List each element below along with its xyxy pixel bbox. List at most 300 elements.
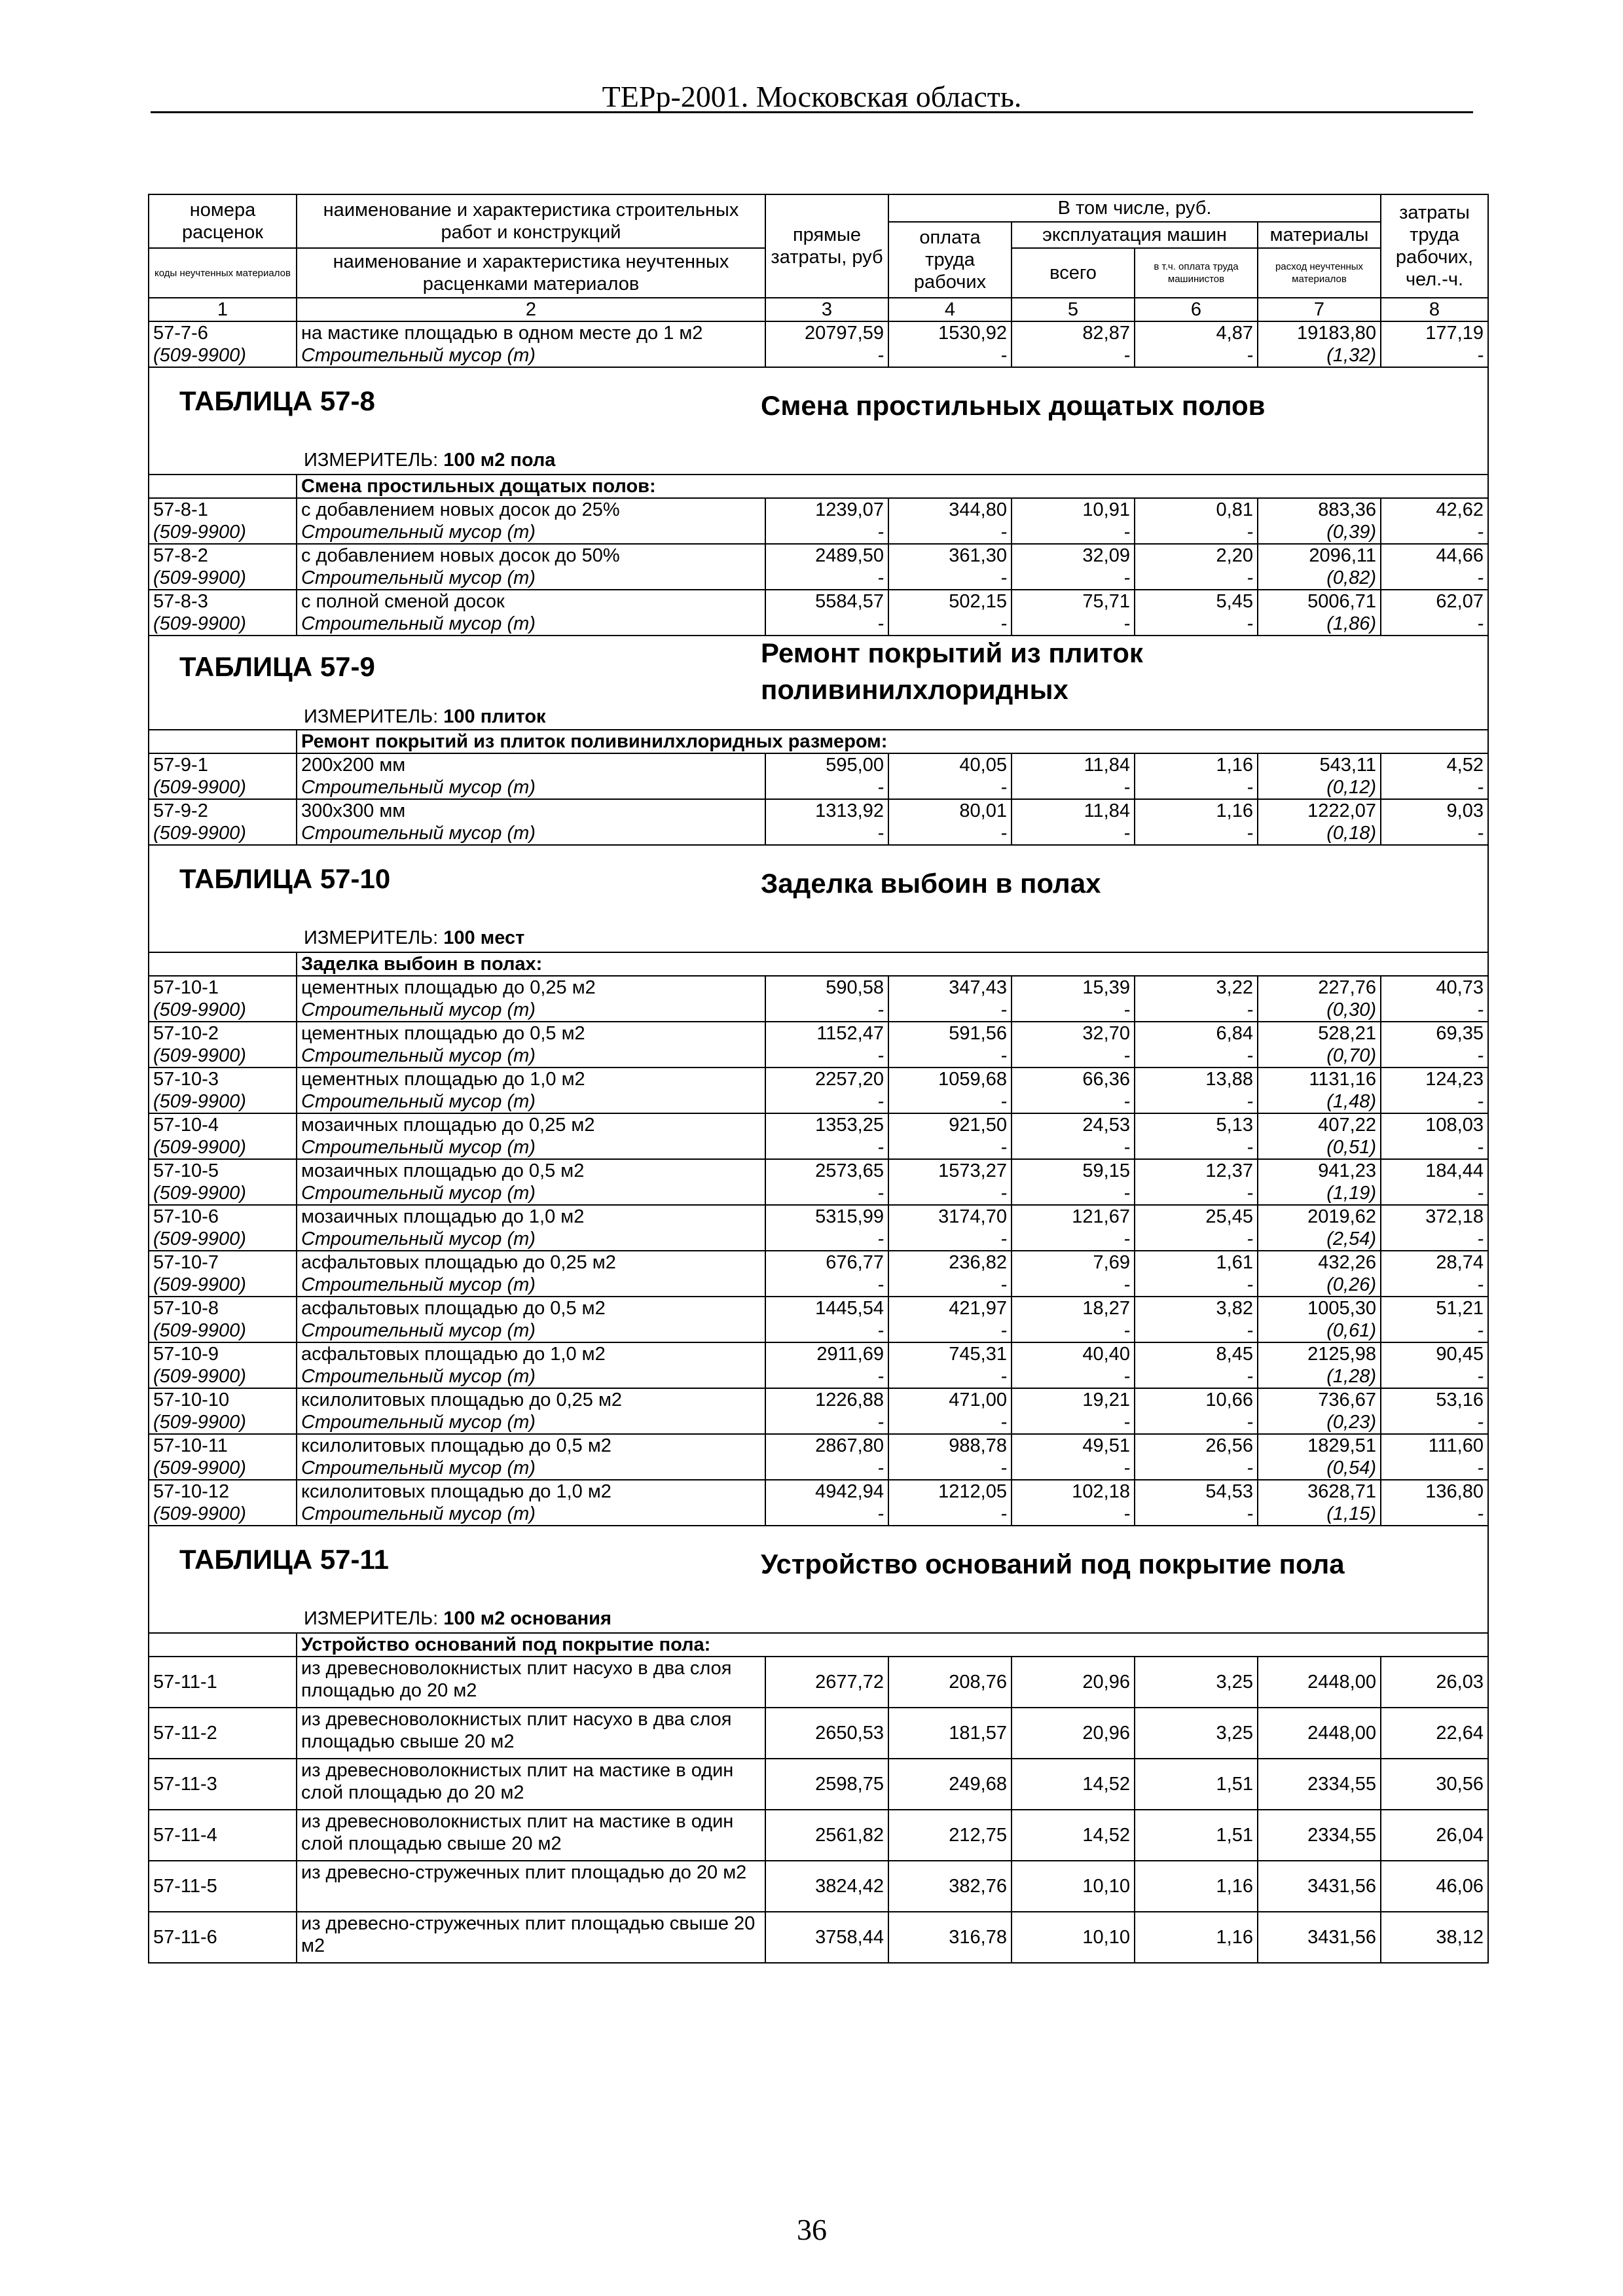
wages: 181,57	[888, 1708, 1012, 1759]
materials: 736,67	[1258, 1388, 1381, 1411]
machines-total: 59,15	[1012, 1159, 1135, 1182]
col-index: 8	[1381, 298, 1488, 321]
rate-row	[149, 590, 1488, 613]
wages: -	[888, 1136, 1012, 1159]
direct-cost: 2257,20	[765, 1067, 888, 1090]
col-machines-total-header: всего	[1012, 248, 1135, 298]
rate-name: Строительный мусор (т)	[297, 344, 765, 367]
direct-cost: -	[765, 1182, 888, 1205]
col-index: 6	[1135, 298, 1258, 321]
machines-total: 82,87	[1012, 321, 1135, 344]
material-row	[149, 1274, 1488, 1297]
rate-code: (509-9900)	[149, 613, 297, 636]
machines-wages: -	[1135, 1228, 1258, 1251]
col-code-sub-header: коды неучтенных материалов	[149, 248, 297, 298]
materials: (0,30)	[1258, 999, 1381, 1022]
labor: 184,44	[1381, 1159, 1488, 1182]
wages: -	[888, 1045, 1012, 1067]
machines-wages: -	[1135, 999, 1258, 1022]
direct-cost: 20797,59	[765, 321, 888, 344]
labor: -	[1381, 1365, 1488, 1388]
machines-total: -	[1012, 613, 1135, 636]
labor: -	[1381, 776, 1488, 799]
measure-value: 100 м2 основания	[443, 1608, 611, 1629]
materials: (1,32)	[1258, 344, 1381, 367]
table-caption-row	[149, 1526, 1488, 1633]
rate-name: Строительный мусор (т)	[297, 776, 765, 799]
machines-wages: -	[1135, 1365, 1258, 1388]
machines-wages: -	[1135, 1182, 1258, 1205]
machines-total: -	[1012, 567, 1135, 590]
direct-cost: 590,58	[765, 976, 888, 999]
machines-total: 11,84	[1012, 753, 1135, 776]
wages: 361,30	[888, 544, 1012, 567]
materials: (2,54)	[1258, 1228, 1381, 1251]
materials: 2448,00	[1258, 1708, 1381, 1759]
materials: 2448,00	[1258, 1657, 1381, 1708]
rate-name: Строительный мусор (т)	[297, 567, 765, 590]
wages: -	[888, 1274, 1012, 1297]
table-name: Смена простильных дощатых полов	[761, 390, 1266, 421]
machines-total: 32,70	[1012, 1022, 1135, 1045]
labor: 30,56	[1381, 1759, 1488, 1810]
wages: 236,82	[888, 1251, 1012, 1274]
materials: 407,22	[1258, 1113, 1381, 1136]
wages: 3174,70	[888, 1205, 1012, 1228]
direct-cost: -	[765, 1503, 888, 1526]
machines-wages: 3,25	[1135, 1657, 1258, 1708]
rate-name: из древесно-стружечных плит площадью до 20 м2	[297, 1861, 765, 1912]
materials: (1,86)	[1258, 613, 1381, 636]
materials: 941,23	[1258, 1159, 1381, 1182]
machines-wages: 13,88	[1135, 1067, 1258, 1090]
labor: -	[1381, 1090, 1488, 1113]
materials: (1,48)	[1258, 1090, 1381, 1113]
materials: 3431,56	[1258, 1912, 1381, 1963]
wages: -	[888, 1090, 1012, 1113]
rate-code: (509-9900)	[149, 1411, 297, 1434]
wages: 591,56	[888, 1022, 1012, 1045]
materials: 1829,51	[1258, 1434, 1381, 1457]
labor: -	[1381, 1457, 1488, 1480]
rate-name: мозаичных площадью до 0,25 м2	[297, 1113, 765, 1136]
table-title: ТАБЛИЦА 57-10	[179, 863, 391, 894]
wages: 80,01	[888, 799, 1012, 822]
rate-name: ксилолитовых площадью до 1,0 м2	[297, 1480, 765, 1503]
labor: -	[1381, 613, 1488, 636]
rate-code: (509-9900)	[149, 1228, 297, 1251]
rate-code: 57-10-3	[149, 1067, 297, 1090]
materials: (0,23)	[1258, 1411, 1381, 1434]
col-name-header: наименование и характеристика строительных работ и конструкций	[297, 194, 765, 248]
machines-total: 75,71	[1012, 590, 1135, 613]
direct-cost: -	[765, 822, 888, 845]
table-measure	[304, 449, 555, 471]
labor: 28,74	[1381, 1251, 1488, 1274]
labor: -	[1381, 344, 1488, 367]
machines-total: 14,52	[1012, 1759, 1135, 1810]
machines-wages: 5,45	[1135, 590, 1258, 613]
direct-cost: -	[765, 567, 888, 590]
labor: 46,06	[1381, 1861, 1488, 1912]
machines-total: 10,10	[1012, 1861, 1135, 1912]
labor: 26,03	[1381, 1657, 1488, 1708]
group-row	[149, 952, 1488, 976]
rate-code: 57-8-2	[149, 544, 297, 567]
machines-wages: -	[1135, 1136, 1258, 1159]
labor: -	[1381, 1503, 1488, 1526]
machines-total: -	[1012, 822, 1135, 845]
materials: (0,12)	[1258, 776, 1381, 799]
labor: -	[1381, 1136, 1488, 1159]
rate-row	[149, 1657, 1488, 1708]
rate-code: 57-11-4	[149, 1810, 297, 1861]
material-row	[149, 567, 1488, 590]
machines-wages: 4,87	[1135, 321, 1258, 344]
materials: 227,76	[1258, 976, 1381, 999]
materials: (0,54)	[1258, 1457, 1381, 1480]
machines-total: -	[1012, 1503, 1135, 1526]
wages: 502,15	[888, 590, 1012, 613]
rate-code: 57-10-4	[149, 1113, 297, 1136]
rate-name: асфальтовых площадью до 1,0 м2	[297, 1342, 765, 1365]
wages: 1530,92	[888, 321, 1012, 344]
labor: -	[1381, 1411, 1488, 1434]
table-caption-row	[149, 367, 1488, 475]
rate-name: Строительный мусор (т)	[297, 822, 765, 845]
direct-cost: 2911,69	[765, 1342, 888, 1365]
materials: 5006,71	[1258, 590, 1381, 613]
machines-wages: -	[1135, 1503, 1258, 1526]
labor: 44,66	[1381, 544, 1488, 567]
wages: -	[888, 1457, 1012, 1480]
rate-code: 57-8-3	[149, 590, 297, 613]
wages: 249,68	[888, 1759, 1012, 1810]
table-name: Ремонт покрытий из плиток поливинилхлоридных	[761, 637, 1143, 705]
rate-row	[149, 1342, 1488, 1365]
machines-total: 20,96	[1012, 1708, 1135, 1759]
labor: -	[1381, 521, 1488, 544]
rate-name: 300х300 мм	[297, 799, 765, 822]
table-title: ТАБЛИЦА 57-11	[179, 1544, 389, 1575]
rate-name: Строительный мусор (т)	[297, 521, 765, 544]
machines-total: 66,36	[1012, 1067, 1135, 1090]
machines-total: -	[1012, 1228, 1135, 1251]
labor: 136,80	[1381, 1480, 1488, 1503]
rate-row	[149, 1861, 1488, 1912]
machines-total: -	[1012, 1365, 1135, 1388]
rate-name: Строительный мусор (т)	[297, 613, 765, 636]
col-direct-header: прямые затраты, руб	[765, 194, 888, 298]
materials: (1,15)	[1258, 1503, 1381, 1526]
col-name-sub-header: наименование и характеристика неучтенных расценками материалов	[297, 248, 765, 298]
wages: 212,75	[888, 1810, 1012, 1861]
machines-wages: 1,51	[1135, 1759, 1258, 1810]
rate-name: Строительный мусор (т)	[297, 1365, 765, 1388]
group-spacer	[149, 952, 297, 976]
machines-wages: 5,13	[1135, 1113, 1258, 1136]
rate-code: 57-11-5	[149, 1861, 297, 1912]
group-spacer	[149, 1633, 297, 1657]
machines-wages: -	[1135, 567, 1258, 590]
machines-wages: -	[1135, 822, 1258, 845]
direct-cost: -	[765, 1365, 888, 1388]
rate-code: 57-8-1	[149, 498, 297, 521]
direct-cost: 676,77	[765, 1251, 888, 1274]
group-row	[149, 1633, 1488, 1657]
direct-cost: 2650,53	[765, 1708, 888, 1759]
direct-cost: -	[765, 999, 888, 1022]
labor: 38,12	[1381, 1912, 1488, 1963]
rate-row	[149, 1434, 1488, 1457]
wages: 1573,27	[888, 1159, 1012, 1182]
direct-cost: -	[765, 1274, 888, 1297]
direct-cost: 2489,50	[765, 544, 888, 567]
table-title: ТАБЛИЦА 57-8	[179, 386, 375, 416]
direct-cost: -	[765, 1228, 888, 1251]
rate-row	[149, 1159, 1488, 1182]
table-caption	[149, 636, 1488, 730]
rate-code: 57-10-11	[149, 1434, 297, 1457]
wages: -	[888, 567, 1012, 590]
table-caption	[149, 845, 1488, 952]
materials: 2334,55	[1258, 1810, 1381, 1861]
machines-total: 19,21	[1012, 1388, 1135, 1411]
direct-cost: 5584,57	[765, 590, 888, 613]
rate-name: 200х200 мм	[297, 753, 765, 776]
machines-wages: -	[1135, 776, 1258, 799]
material-row	[149, 1090, 1488, 1113]
materials: 528,21	[1258, 1022, 1381, 1045]
machines-total: 15,39	[1012, 976, 1135, 999]
rate-code: (509-9900)	[149, 521, 297, 544]
wages: 382,76	[888, 1861, 1012, 1912]
rate-row	[149, 1022, 1488, 1045]
rate-code: (509-9900)	[149, 776, 297, 799]
wages: -	[888, 1503, 1012, 1526]
machines-total: 14,52	[1012, 1810, 1135, 1861]
page-header: ТЕРр-2001. Московская область.	[602, 80, 1022, 113]
rate-name: из древесноволокнистых плит насухо в два слоя площадью свыше 20 м2	[297, 1708, 765, 1759]
measure-value: 100 м2 пола	[443, 450, 556, 471]
machines-total: 10,91	[1012, 498, 1135, 521]
labor: -	[1381, 567, 1488, 590]
group-label: Заделка выбоин в полах:	[297, 952, 1488, 976]
rate-row	[149, 1759, 1488, 1810]
direct-cost: -	[765, 1457, 888, 1480]
group-row	[149, 475, 1488, 498]
rate-code: (509-9900)	[149, 999, 297, 1022]
materials: (0,39)	[1258, 521, 1381, 544]
wages: 208,76	[888, 1657, 1012, 1708]
materials: (0,26)	[1258, 1274, 1381, 1297]
materials: 543,11	[1258, 753, 1381, 776]
rate-code: 57-10-9	[149, 1342, 297, 1365]
rate-row	[149, 1067, 1488, 1090]
col-materials-sub-header: расход неучтенных материалов	[1258, 248, 1381, 298]
col-materials-header: материалы	[1258, 222, 1381, 248]
wages: -	[888, 1182, 1012, 1205]
table-caption	[149, 367, 1488, 475]
direct-cost: -	[765, 521, 888, 544]
rate-name: Строительный мусор (т)	[297, 1090, 765, 1113]
group-label: Устройство оснований под покрытие пола:	[297, 1633, 1488, 1657]
direct-cost: -	[765, 776, 888, 799]
rate-name: с добавлением новых досок до 25%	[297, 498, 765, 521]
machines-total: -	[1012, 1136, 1135, 1159]
rate-name: асфальтовых площадью до 0,25 м2	[297, 1251, 765, 1274]
direct-cost: 1239,07	[765, 498, 888, 521]
group-spacer	[149, 475, 297, 498]
rate-code: 57-9-2	[149, 799, 297, 822]
rate-code: (509-9900)	[149, 822, 297, 845]
rate-name: на мастике площадью в одном месте до 1 м2	[297, 321, 765, 344]
measure-value: 100 плиток	[443, 706, 546, 727]
materials: (1,19)	[1258, 1182, 1381, 1205]
group-row	[149, 730, 1488, 753]
machines-wages: -	[1135, 613, 1258, 636]
material-row	[149, 1365, 1488, 1388]
rate-name: с полной сменой досок	[297, 590, 765, 613]
wages: -	[888, 613, 1012, 636]
rate-code: 57-10-10	[149, 1388, 297, 1411]
table-caption-row	[149, 845, 1488, 952]
material-row	[149, 1457, 1488, 1480]
rate-row	[149, 544, 1488, 567]
direct-cost: 595,00	[765, 753, 888, 776]
rate-row	[149, 976, 1488, 999]
rate-code: (509-9900)	[149, 1457, 297, 1480]
machines-wages: 26,56	[1135, 1434, 1258, 1457]
rate-code: 57-11-3	[149, 1759, 297, 1810]
wages: 1059,68	[888, 1067, 1012, 1090]
col-incl-header: В том числе, руб.	[888, 194, 1381, 222]
machines-total: -	[1012, 344, 1135, 367]
labor: 90,45	[1381, 1342, 1488, 1365]
measure-label: ИЗМЕРИТЕЛЬ:	[304, 450, 439, 471]
group-label: Смена простильных дощатых полов:	[297, 475, 1488, 498]
rate-code: 57-10-1	[149, 976, 297, 999]
rate-row	[149, 1205, 1488, 1228]
materials: 2096,11	[1258, 544, 1381, 567]
rate-code: 57-11-2	[149, 1708, 297, 1759]
rate-code: 57-9-1	[149, 753, 297, 776]
direct-cost: 3824,42	[765, 1861, 888, 1912]
material-row	[149, 822, 1488, 845]
rate-name: Строительный мусор (т)	[297, 1319, 765, 1342]
direct-cost: 1226,88	[765, 1388, 888, 1411]
wages: 988,78	[888, 1434, 1012, 1457]
machines-wages: 1,16	[1135, 1861, 1258, 1912]
rate-name: Строительный мусор (т)	[297, 1274, 765, 1297]
machines-total: -	[1012, 1182, 1135, 1205]
materials: 2019,62	[1258, 1205, 1381, 1228]
machines-total: 20,96	[1012, 1657, 1135, 1708]
rate-row	[149, 1251, 1488, 1274]
labor: 26,04	[1381, 1810, 1488, 1861]
machines-wages: 0,81	[1135, 498, 1258, 521]
labor: 372,18	[1381, 1205, 1488, 1228]
materials: (1,28)	[1258, 1365, 1381, 1388]
rate-row	[149, 321, 1488, 344]
rate-name: цементных площадью до 0,25 м2	[297, 976, 765, 999]
measure-label: ИЗМЕРИТЕЛЬ:	[304, 1608, 439, 1629]
labor: -	[1381, 1274, 1488, 1297]
col-index: 4	[888, 298, 1012, 321]
rate-code: 57-7-6	[149, 321, 297, 344]
machines-wages: -	[1135, 1274, 1258, 1297]
direct-cost: -	[765, 344, 888, 367]
material-row	[149, 1136, 1488, 1159]
rate-name: мозаичных площадью до 1,0 м2	[297, 1205, 765, 1228]
rate-code: (509-9900)	[149, 567, 297, 590]
materials: 1222,07	[1258, 799, 1381, 822]
rate-code: (509-9900)	[149, 1090, 297, 1113]
machines-wages: 2,20	[1135, 544, 1258, 567]
direct-cost: -	[765, 1319, 888, 1342]
rate-row	[149, 1297, 1488, 1319]
wages: -	[888, 1365, 1012, 1388]
rate-code: 57-10-5	[149, 1159, 297, 1182]
materials: 1005,30	[1258, 1297, 1381, 1319]
rate-row	[149, 1480, 1488, 1503]
labor: 124,23	[1381, 1067, 1488, 1090]
rate-name: цементных площадью до 0,5 м2	[297, 1022, 765, 1045]
machines-wages: -	[1135, 1411, 1258, 1434]
machines-total: -	[1012, 1411, 1135, 1434]
wages: -	[888, 344, 1012, 367]
machines-total: -	[1012, 1457, 1135, 1480]
rate-name: из древесноволокнистых плит на мастике в один слой площадью до 20 м2	[297, 1759, 765, 1810]
page-number: 36	[797, 2213, 827, 2246]
material-row	[149, 521, 1488, 544]
measure-label: ИЗМЕРИТЕЛЬ:	[304, 927, 439, 948]
material-row	[149, 344, 1488, 367]
table-measure	[304, 927, 524, 949]
labor: 42,62	[1381, 498, 1488, 521]
wages: 40,05	[888, 753, 1012, 776]
rate-row	[149, 1810, 1488, 1861]
materials: 883,36	[1258, 498, 1381, 521]
machines-wages: 12,37	[1135, 1159, 1258, 1182]
rate-name: цементных площадью до 1,0 м2	[297, 1067, 765, 1090]
machines-wages: -	[1135, 1457, 1258, 1480]
labor: -	[1381, 822, 1488, 845]
table-header	[149, 194, 1488, 321]
machines-wages: 8,45	[1135, 1342, 1258, 1365]
direct-cost: -	[765, 1090, 888, 1113]
rate-row	[149, 1388, 1488, 1411]
col-index: 3	[765, 298, 888, 321]
group-label: Ремонт покрытий из плиток поливинилхлоридных размером:	[297, 730, 1488, 753]
machines-total: 11,84	[1012, 799, 1135, 822]
rate-name: ксилолитовых площадью до 0,5 м2	[297, 1434, 765, 1457]
rate-code: 57-11-1	[149, 1657, 297, 1708]
labor: 177,19	[1381, 321, 1488, 344]
labor: -	[1381, 1319, 1488, 1342]
material-row	[149, 613, 1488, 636]
labor: -	[1381, 1228, 1488, 1251]
machines-wages: 6,84	[1135, 1022, 1258, 1045]
materials: (0,18)	[1258, 822, 1381, 845]
table-body	[149, 321, 1488, 1963]
machines-total: 10,10	[1012, 1912, 1135, 1963]
machines-total: -	[1012, 1045, 1135, 1067]
machines-total: -	[1012, 1274, 1135, 1297]
wages: 1212,05	[888, 1480, 1012, 1503]
materials: 2334,55	[1258, 1759, 1381, 1810]
machines-wages: 3,25	[1135, 1708, 1258, 1759]
